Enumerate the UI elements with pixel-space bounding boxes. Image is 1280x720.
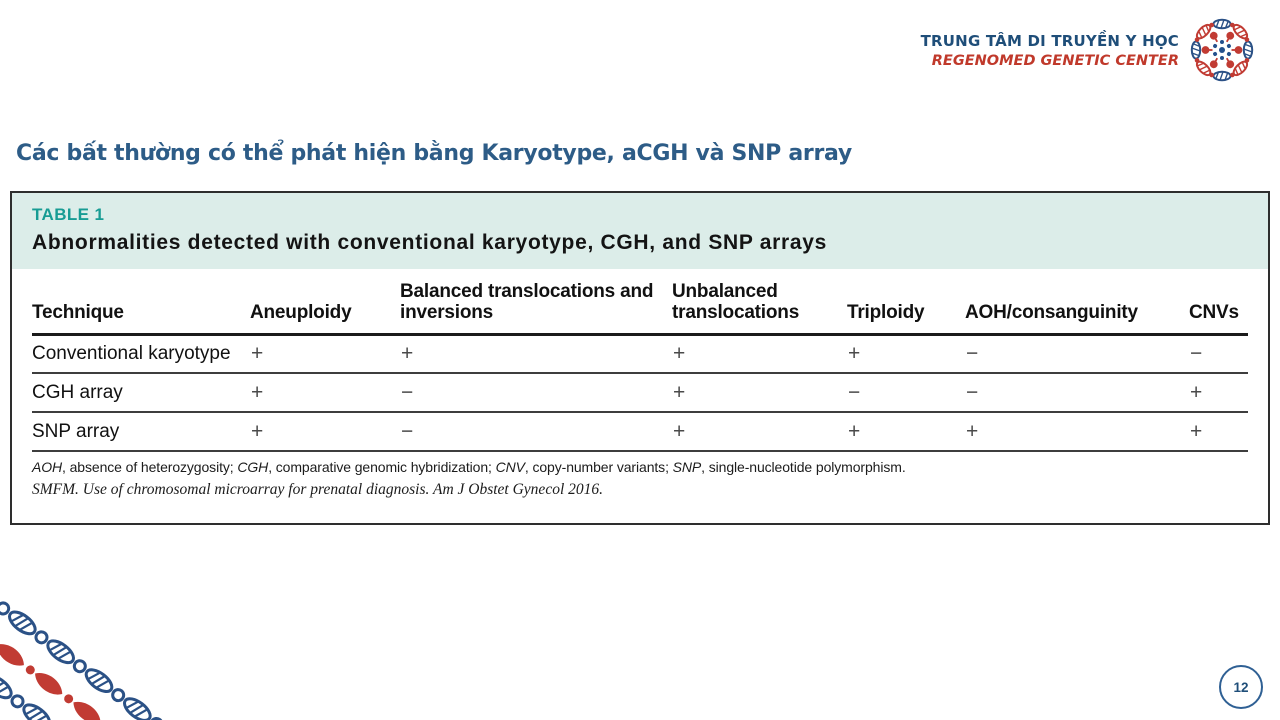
value-cell: − bbox=[847, 373, 965, 412]
abbreviation-term: SNP bbox=[672, 459, 702, 476]
dna-mandala-logo-icon bbox=[1188, 16, 1256, 84]
table-row bbox=[32, 373, 1248, 412]
table-header-row bbox=[32, 269, 1248, 334]
table-row bbox=[32, 334, 1248, 373]
value-cell: + bbox=[1189, 412, 1248, 451]
value-cell: − bbox=[965, 334, 1189, 373]
table-footnotes bbox=[32, 459, 1248, 499]
table-row bbox=[32, 412, 1248, 451]
table-body bbox=[32, 334, 1248, 451]
org-name-vietnamese: TRUNG TÂM DI TRUYỀN Y HỌC bbox=[920, 31, 1179, 50]
column-header: Balanced translocations and inversions bbox=[400, 269, 672, 334]
page-number-badge bbox=[1219, 665, 1263, 709]
value-cell: + bbox=[1189, 373, 1248, 412]
value-cell: + bbox=[847, 334, 965, 373]
footnote-citation: SMFM. Use of chromosomal microarray for prenatal diagnosis. Am J Obstet Gynecol 2016. bbox=[32, 481, 604, 499]
column-header: CNVs bbox=[1189, 269, 1248, 334]
column-header: AOH/consanguinity bbox=[965, 269, 1189, 334]
column-header: Unbalanced translocations bbox=[672, 269, 847, 334]
value-cell: + bbox=[672, 334, 847, 373]
value-cell: − bbox=[1189, 334, 1248, 373]
table-1-card bbox=[10, 191, 1270, 525]
technique-cell: Conventional karyotype bbox=[32, 334, 250, 373]
column-header: Triploidy bbox=[847, 269, 965, 334]
value-cell: − bbox=[965, 373, 1189, 412]
value-cell: + bbox=[965, 412, 1189, 451]
abbreviation-term: AOH bbox=[32, 459, 63, 476]
technique-cell: CGH array bbox=[32, 373, 250, 412]
value-cell: − bbox=[400, 373, 672, 412]
dna-helix-corner-icon bbox=[0, 580, 210, 720]
value-cell: + bbox=[672, 412, 847, 451]
column-header: Technique bbox=[32, 269, 250, 334]
value-cell: + bbox=[250, 334, 400, 373]
footnote-abbreviations: AOH, absence of heterozygosity; CGH, comparative genomic hybridization; CNV, copy-number variants; SNP, single-nucleotide polymorphism. bbox=[32, 459, 906, 476]
org-name-english: REGENOMED GENETIC CENTER bbox=[931, 52, 1179, 69]
abbreviation-term: CGH bbox=[237, 459, 269, 476]
column-header: Aneuploidy bbox=[250, 269, 400, 334]
value-cell: + bbox=[250, 412, 400, 451]
brand-header bbox=[921, 16, 1256, 84]
page-number: 12 bbox=[1233, 679, 1249, 695]
abnormalities-table bbox=[32, 269, 1248, 452]
brand-text bbox=[921, 32, 1179, 69]
table-label: TABLE 1 bbox=[32, 205, 105, 224]
value-cell: + bbox=[672, 373, 847, 412]
table-caption: Abnormalities detected with conventional karyotype, CGH, and SNP arrays bbox=[32, 231, 828, 254]
technique-cell: SNP array bbox=[32, 412, 250, 451]
table-header-band bbox=[12, 193, 1268, 269]
value-cell: + bbox=[400, 334, 672, 373]
slide-title: Các bất thường có thể phát hiện bằng Karyotype, aCGH và SNP array bbox=[16, 141, 852, 166]
abbreviation-term: CNV bbox=[495, 459, 525, 476]
value-cell: − bbox=[400, 412, 672, 451]
value-cell: + bbox=[250, 373, 400, 412]
value-cell: + bbox=[847, 412, 965, 451]
